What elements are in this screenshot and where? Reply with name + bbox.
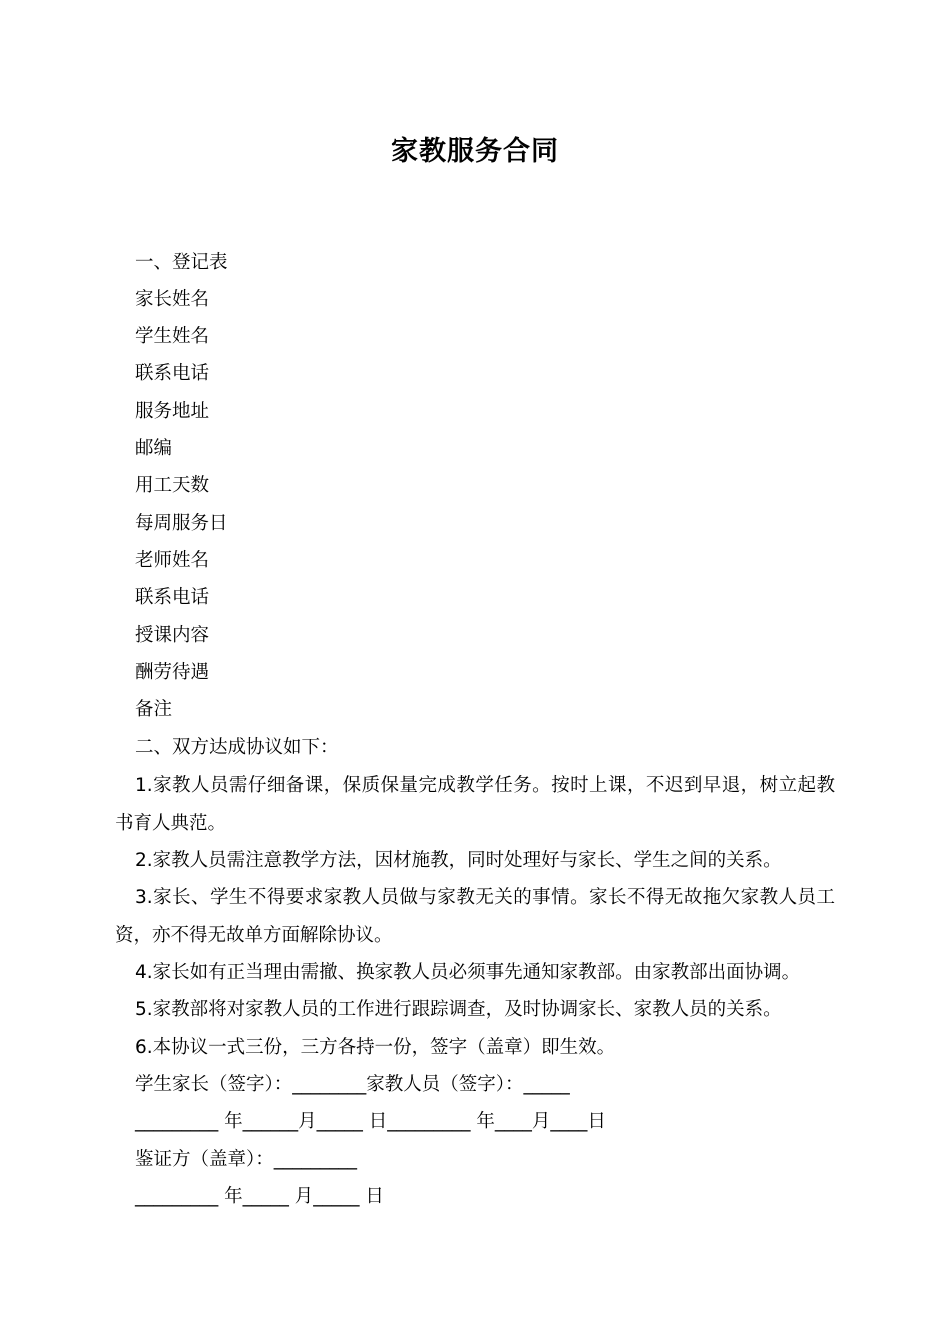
document-title: 家教服务合同: [391, 136, 559, 167]
register-field-parent-name: 家长姓名: [135, 289, 210, 310]
register-field-address: 服务地址: [135, 401, 210, 422]
signature-line-parties: 学生家长（签字）：________家教人员（签字）：_____: [135, 1074, 570, 1095]
clause-4: 4.家长如有正当理由需撤、换家教人员必须事先通知家教部。由家教部出面协调。: [135, 962, 801, 983]
register-field-teacher-phone: 联系电话: [135, 587, 210, 608]
register-field-pay: 酬劳待遇: [135, 662, 210, 683]
section2-heading: 二、双方达成协议如下：: [135, 737, 339, 758]
register-field-days: 用工天数: [135, 475, 210, 496]
register-field-postcode: 邮编: [135, 438, 173, 459]
clause-6: 6.本协议一式三份，三方各持一份，签字（盖章）即生效。: [135, 1037, 616, 1058]
register-field-course: 授课内容: [135, 625, 210, 646]
clause-2: 2.家教人员需注意教学方法，因材施教，同时处理好与家长、学生之间的关系。: [135, 850, 782, 871]
register-field-notes: 备注: [135, 699, 173, 720]
clause-1: 1.家教人员需仔细备课，保质保量完成教学任务。按时上课，不迟到早退，树立起教书育人典范。: [115, 775, 835, 834]
register-field-phone: 联系电话: [135, 363, 210, 384]
section1-heading: 一、登记表: [135, 252, 228, 273]
register-field-student-name: 学生姓名: [135, 326, 210, 347]
clause-5: 5.家教部将对家教人员的工作进行跟踪调查，及时协调家长、家教人员的关系。: [135, 999, 782, 1020]
register-field-teacher-name: 老师姓名: [135, 550, 210, 571]
register-field-weekly-day: 每周服务日: [135, 513, 228, 534]
signature-line-dates: _________ 年______月_____ 日_________ 年____月____日: [135, 1111, 606, 1132]
clause-3: 3.家长、学生不得要求家教人员做与家教无关的事情。家长不得无故拖欠家教人员工资，亦不得无故单方面解除协议。: [115, 887, 835, 946]
signature-line-witness: 鉴证方（盖章）：_________: [135, 1149, 358, 1170]
signature-line-witness-date: _________ 年_____ 月_____ 日: [135, 1186, 384, 1207]
